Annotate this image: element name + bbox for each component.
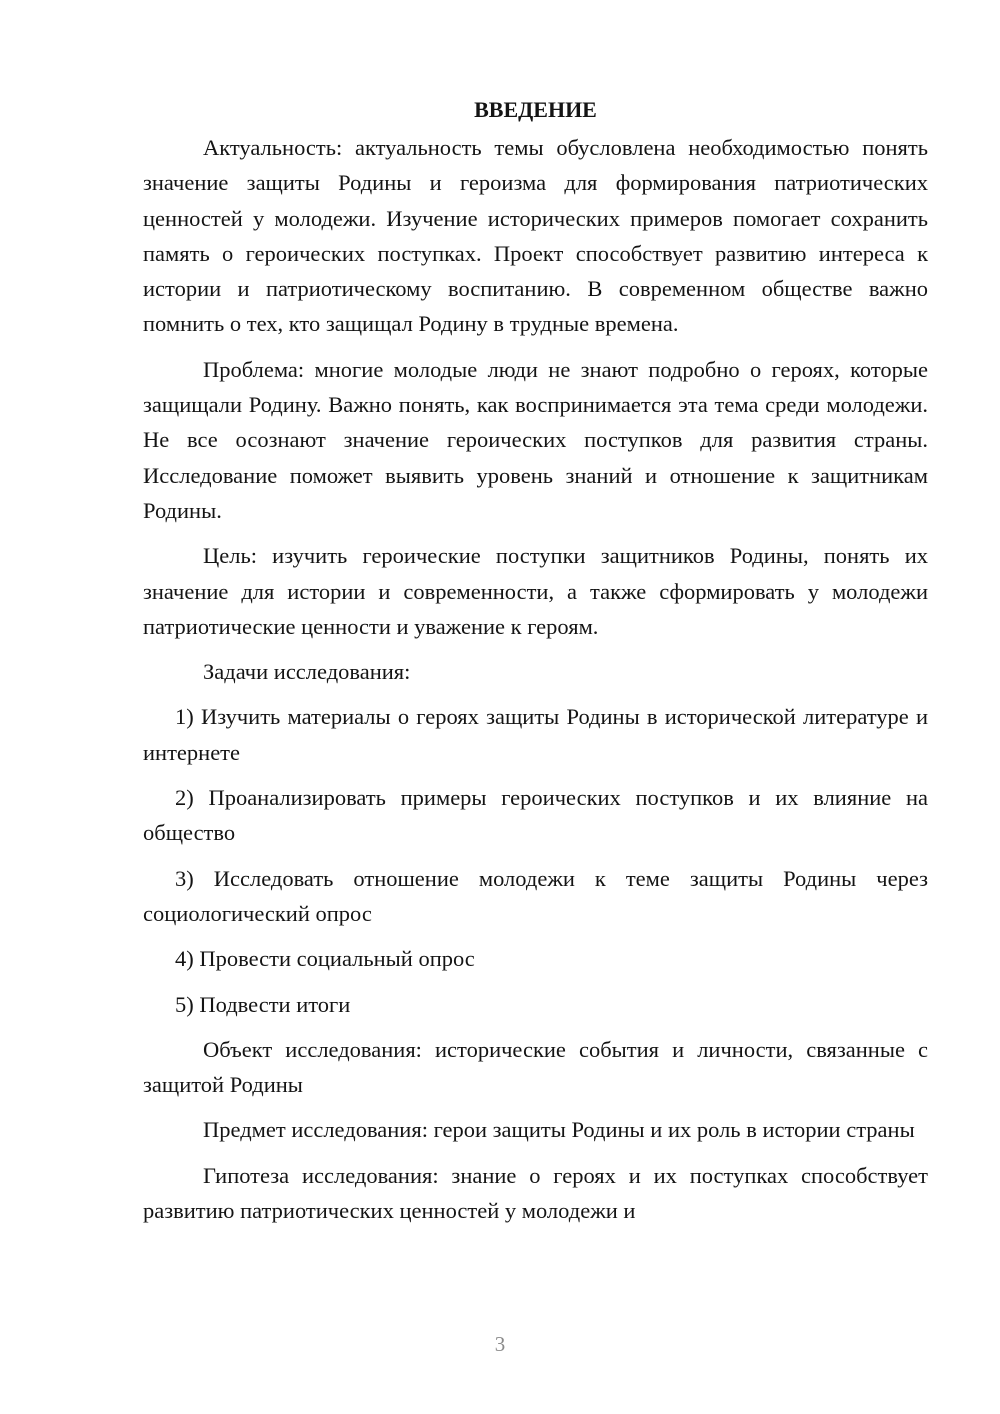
task-item-1: 1) Изучить материалы о героях защиты Родины в исторической литературе и интернете bbox=[143, 704, 928, 765]
object-paragraph: Объект исследования: исторические события и личности, связанные с защитой Родины bbox=[143, 1036, 928, 1098]
section-title: ВВЕДЕНИЕ bbox=[474, 97, 597, 122]
task-item-4: 4) Провести социальный опрос bbox=[175, 946, 475, 972]
subject-paragraph: Предмет исследования: герои защиты Родины и их роль в истории страны bbox=[203, 1117, 915, 1143]
task-item-3: 3) Исследовать отношение молодежи к теме защиты Родины через социологический опрос bbox=[143, 865, 928, 926]
task-item-5: 5) Подвести итоги bbox=[175, 991, 351, 1017]
document-page bbox=[143, 92, 928, 1238]
hypothesis-paragraph: Гипотеза исследования: знание о героях и их поступках способствует развитию патриотических ценностей у молодежи и bbox=[143, 1162, 928, 1224]
relevance-paragraph: Актуальность: актуальность темы обусловлена необходимостью понять значение защиты Родины и героизма для формирования патриотических ценностей у молодежи. Изучение исторических примеров помогает сохранить память о героических поступках. Проект способствует развитию интереса к истории и патриотическому воспитанию. В современном обществе важно помнить о тех, кто защищал Родину в трудные времена. bbox=[143, 135, 928, 337]
tasks-heading: Задачи исследования: bbox=[203, 659, 411, 685]
page-number: 3 bbox=[494, 1332, 506, 1356]
goal-paragraph: Цель: изучить героические поступки защитников Родины, понять их значение для истории и современности, а также сформировать у молодежи патриотические ценности и уважение к героям. bbox=[143, 543, 928, 639]
task-item-2: 2) Проанализировать примеры героических поступков и их влияние на общество bbox=[143, 785, 928, 846]
problem-paragraph: Проблема: многие молодые люди не знают подробно о героях, которые защищали Родину. Важно понять, как воспринимается эта тема среди молодежи. Не все осознают значение героических поступков для развития страны. Исследование поможет выявить уровень знаний и отношение к защитникам Родины. bbox=[143, 356, 928, 523]
